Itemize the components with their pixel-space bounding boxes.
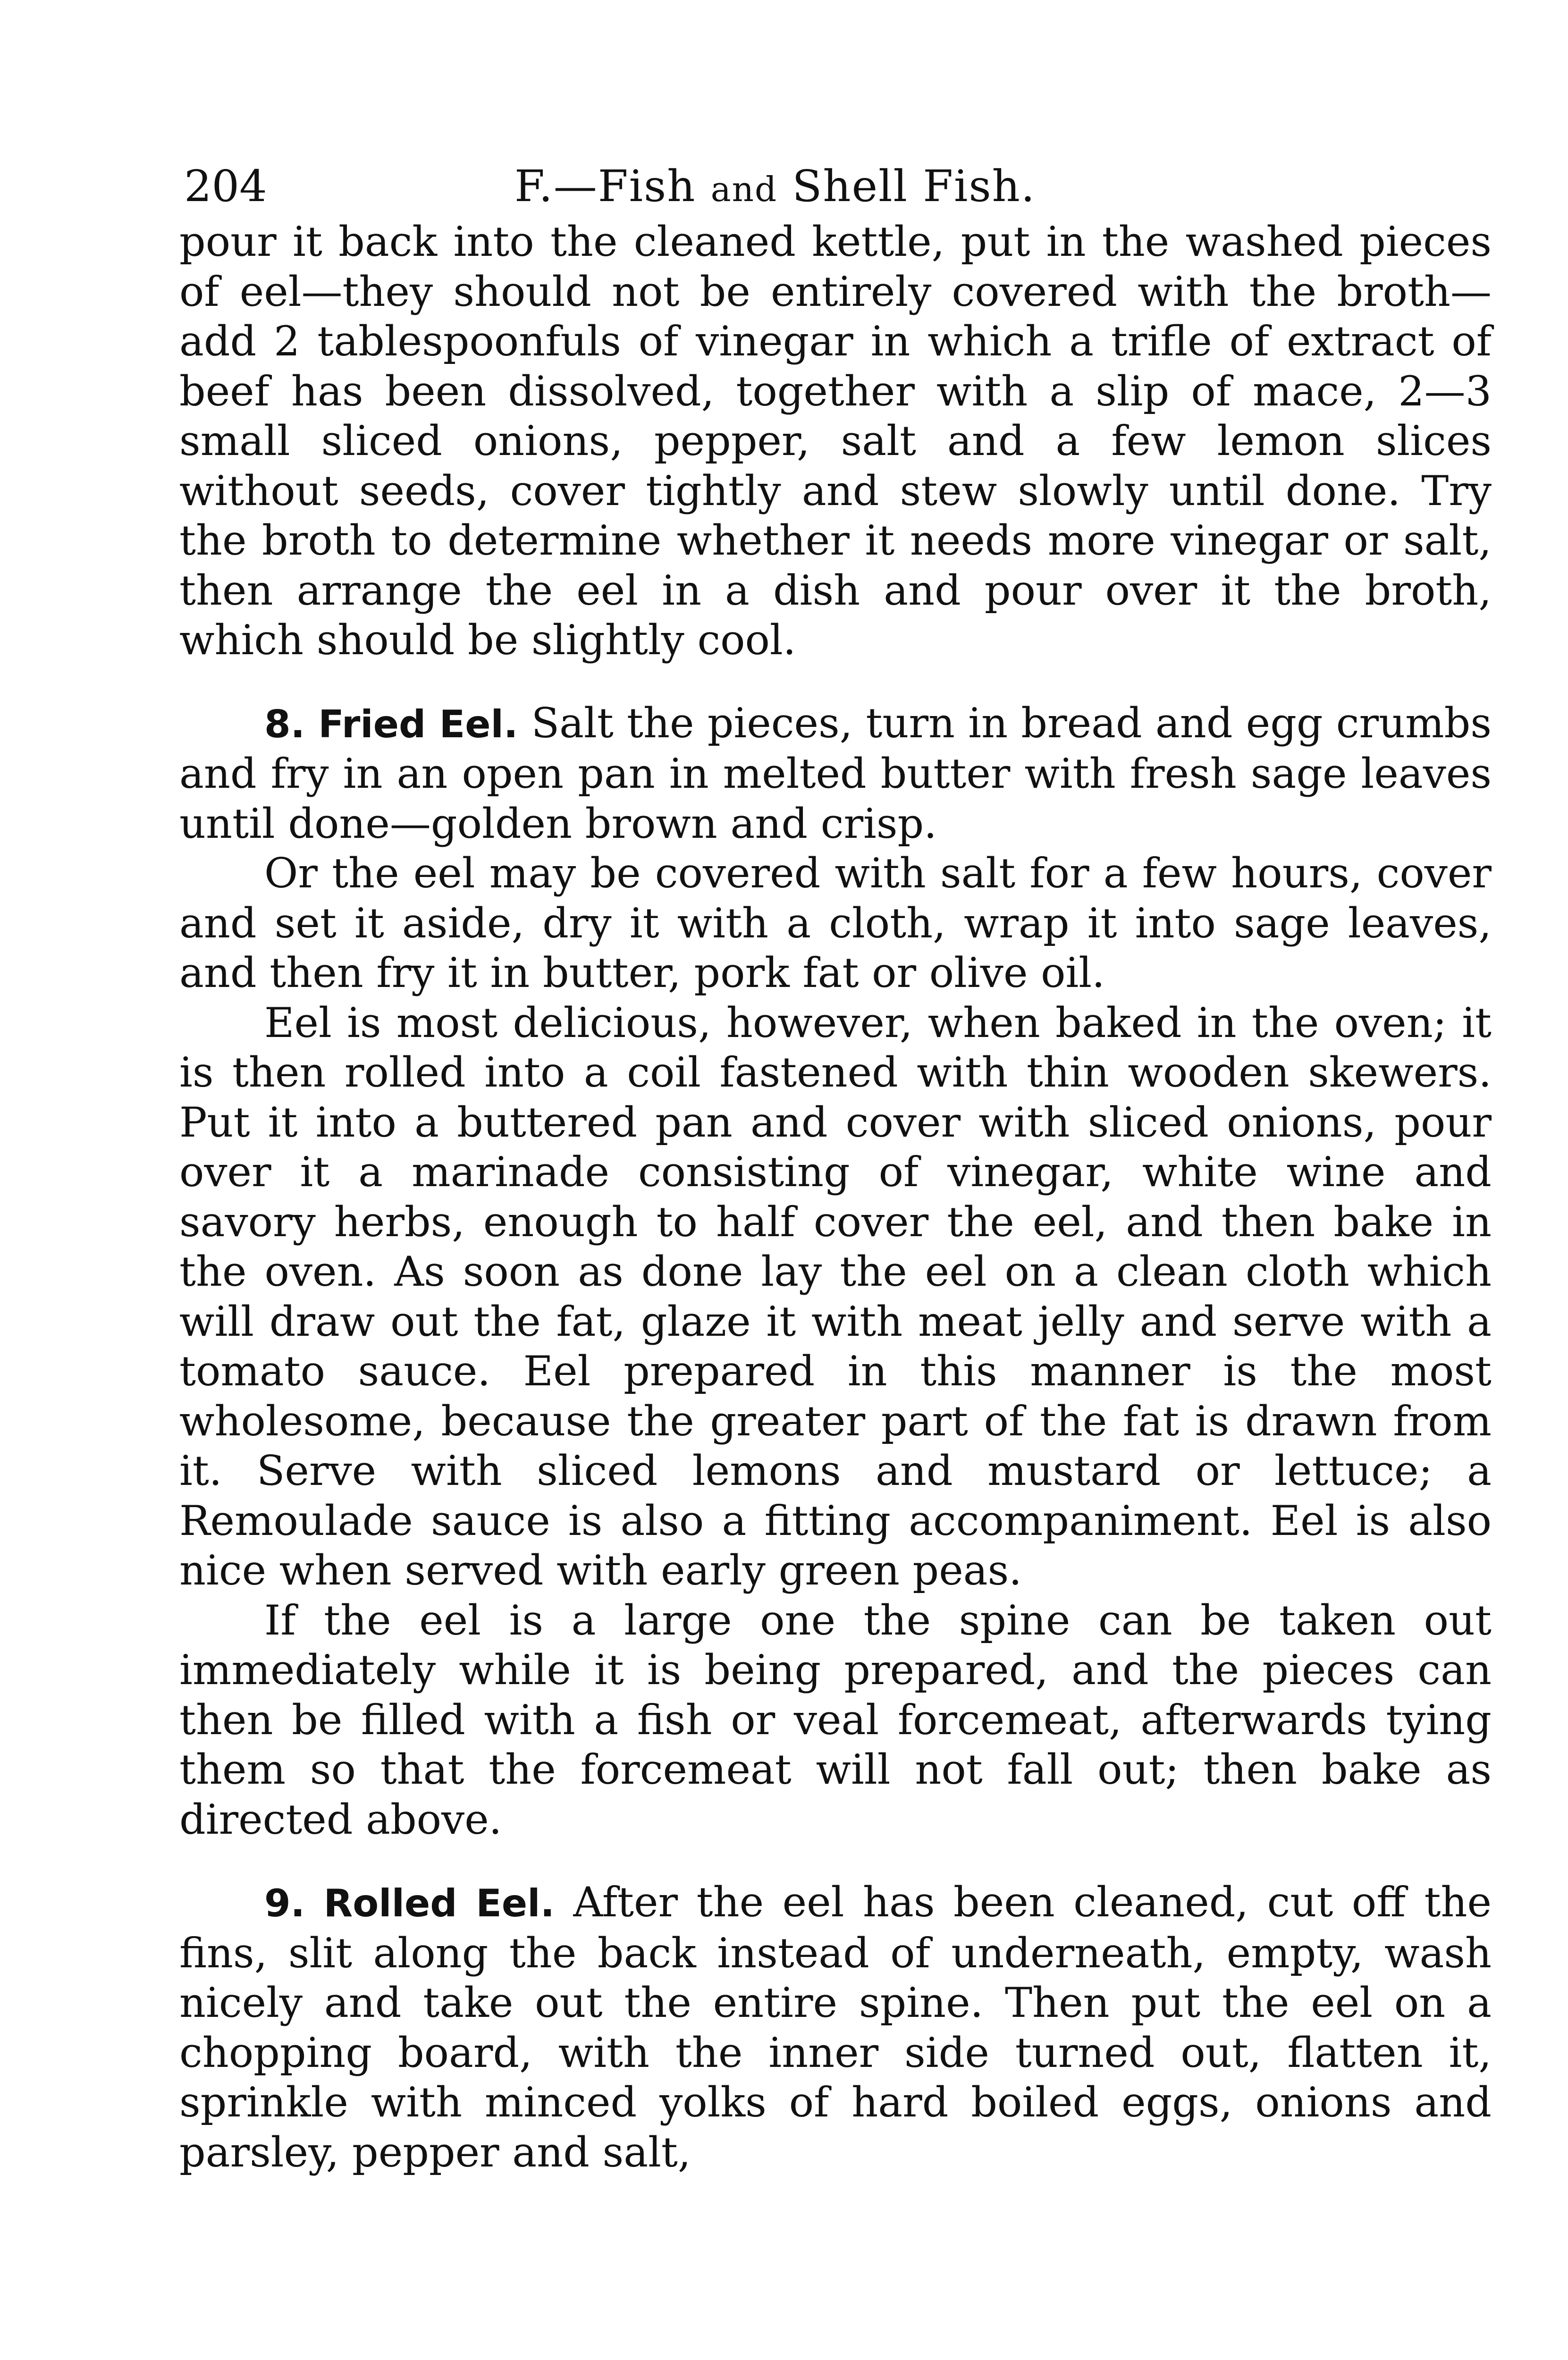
page-number: 204 xyxy=(184,161,267,211)
section-letter: F.— xyxy=(514,161,598,211)
recipe-title: Rolled Eel. xyxy=(323,1881,555,1925)
book-page xyxy=(179,156,1492,2177)
recipe-number: 8. xyxy=(264,702,305,746)
section-title-and: and xyxy=(710,169,778,209)
recipe-rolled-eel xyxy=(179,1878,1492,2177)
recipe-number: 9. xyxy=(264,1881,305,1925)
paragraph-fried-eel-alt: Or the eel may be covered with salt for a few hours, cover and set it aside, dry it with a cloth, wrap it into sage leaves, and then fry it in butter, pork fat or olive oil. xyxy=(179,849,1492,997)
paragraph-baked-eel: Eel is most delicious, however, when baked in the oven; it is then rolled into a coil fastened with thin wooden skewers. Put it into a buttered pan and cover with sliced onions, pour over it a marinade consisting of vinegar, white wine and savory herbs, enough to half cover the eel, and then bake in the oven. As soon as done lay the eel on a clean cloth which will draw out the fat, glaze it with meat jelly and serve with a tomato sauce. Eel prepared in this manner is the most wholesome, because the greater part of the fat is drawn from it. Serve with sliced lemons and mustard or lettuce; a Remoulade sauce is also a fitting accompaniment. Eel is also nice when served with early green peas. xyxy=(179,998,1492,1594)
body-text xyxy=(179,217,1492,2177)
running-title xyxy=(514,156,1036,220)
section-title-shell: Shell xyxy=(792,161,908,211)
recipe-title: Fried Eel. xyxy=(318,702,518,746)
section-title-fish-2: Fish. xyxy=(923,161,1036,211)
section-title-fish: Fish xyxy=(598,161,696,211)
page-header xyxy=(179,156,1492,217)
paragraph-continuation: pour it back into the cleaned kettle, put in the washed pieces of eel—they should not be entirely covered with the broth—add 2 tablespoonfuls of vinegar in which a trifle of extract of beef has been dissolved, together with a slip of mace, 2—3 small sliced onions, pepper, salt and a few lemon slices without seeds, cover tightly and stew slowly until done. Try the broth to determine whether it needs more vinegar or salt, then arrange the eel in a dish and pour over it the broth, which should be slightly cool. xyxy=(179,218,1492,664)
paragraph-large-eel: If the eel is a large one the spine can be taken out immediately while it is being prepared, and the pieces can then be filled with a fish or veal forcemeat, afterwards tying them so that the forcemeat will not fall out; then bake as directed above. xyxy=(179,1596,1492,1844)
recipe-body: After the eel has been cleaned, cut off the fins, slit along the back instead of underneath, empty, wash nicely and take out the entire spine. Then put the eel on a chopping board, with the inner side turned out, flatten it, sprinkle with minced yolks of hard boiled eggs, onions and parsley, pepper and salt, xyxy=(179,1878,1492,2176)
recipe-body: Salt the pieces, turn in bread and egg crumbs and fry in an open pan in melted butter with fresh sage leaves until done—golden brown and crisp. xyxy=(179,699,1492,848)
recipe-fried-eel xyxy=(179,699,1492,849)
